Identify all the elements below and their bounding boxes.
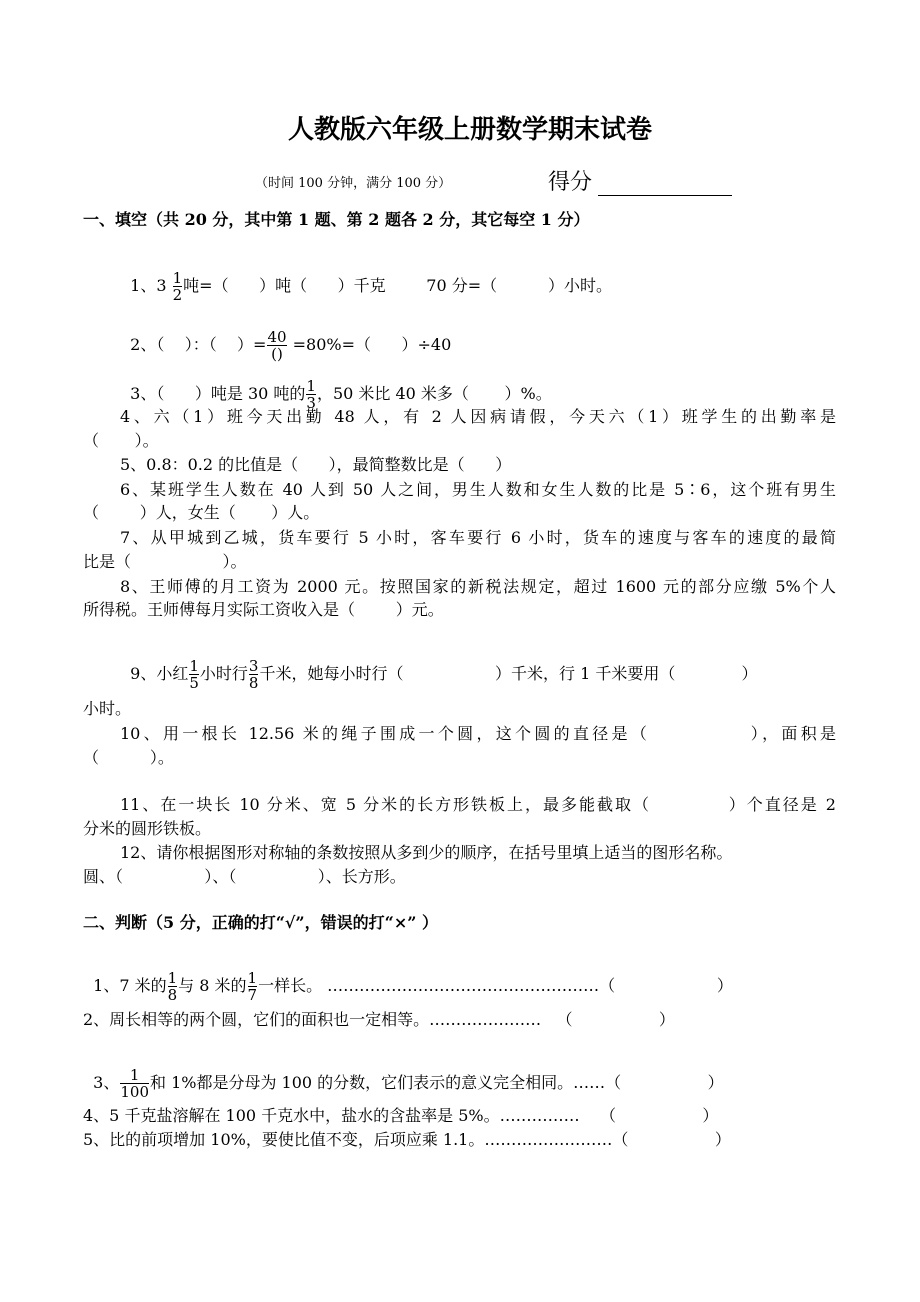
- denominator: 8: [167, 986, 178, 1004]
- numerator: 1: [172, 269, 183, 287]
- question-4: 4、六（1）班今天出勤 48 人，有 2 人因病请假，今天六（1）班学生的出勤率是: [120, 407, 836, 426]
- question-11: 11、在一块长 10 分米、宽 5 分米的长方形铁板上，最多能截取（ ）个直径是 2: [120, 795, 836, 814]
- j1-text-rest: 一样长。 ……………………………………………（ ）: [258, 976, 733, 995]
- denominator: 3: [306, 394, 316, 412]
- question-11-cont: 分米的圆形铁板。: [83, 819, 212, 838]
- question-9-cont: 小时。: [83, 699, 132, 718]
- numerator: 1: [129, 1066, 140, 1084]
- fraction: [248, 970, 258, 1003]
- q3-text: 3、（ ）吨是 30 吨的: [130, 384, 306, 403]
- judgment-1: [83, 950, 733, 1003]
- q1-text-rest: 吨=（ ）吨（ ）千克 70 分=（ ）小时。: [183, 276, 613, 295]
- q2-text-rest: =80%=（ ）÷40: [287, 335, 452, 354]
- question-10: 10、用一根长 12.56 米的绳子围成一个圆，这个圆的直径是（ ），面积是: [120, 724, 836, 743]
- judgment-5: 5、比的前项增加 10%，要使比值不变，后项应乘 1.1。……………………（ ）: [83, 1130, 731, 1149]
- question-5: 5、0.8：0.2 的比值是（ ），最简整数比是（ ）: [120, 455, 512, 474]
- q9-text-rest: 千米，她每小时行（ ）千米，行 1 千米要用（ ）: [259, 664, 758, 683]
- numerator: 1: [247, 969, 258, 987]
- score-blank[interactable]: [598, 195, 732, 196]
- question-6-cont: （ ）人，女生（ ）人。: [83, 503, 320, 522]
- fraction: [189, 658, 199, 691]
- denominator: 8: [248, 674, 259, 692]
- j1-text-mid: 与 8 米的: [178, 976, 247, 995]
- question-3: [120, 358, 552, 411]
- question-7: 7、从甲城到乙城，货车要行 5 小时，客车要行 6 小时，货车的速度与客车的速度的最简: [120, 528, 836, 547]
- denominator: 2: [172, 286, 183, 304]
- j1-text: 1、7 米的: [93, 976, 167, 995]
- numerator: 3: [248, 657, 259, 675]
- score-label: 得分: [548, 170, 593, 195]
- denominator: 5: [189, 674, 199, 692]
- q1-text: 1、3: [130, 276, 172, 295]
- numerator: 1: [306, 377, 316, 395]
- judgment-4: 4、5 千克盐溶解在 100 千克水中，盐水的含盐率是 5%。…………… （ ）: [83, 1106, 719, 1125]
- q9-text: 9、小红: [130, 664, 189, 683]
- fraction: [168, 970, 178, 1003]
- fraction: [249, 658, 259, 691]
- question-7-cont: 比是（ ）。: [83, 552, 247, 571]
- denominator: 7: [247, 986, 258, 1004]
- j3-text: 3、: [93, 1073, 120, 1092]
- q9-text-mid: 小时行: [199, 664, 248, 683]
- numerator: 40: [267, 328, 287, 346]
- section1-heading: 一、填空（共 20 分，其中第 1 题、第 2 题各 2 分，其它每空 1 分）: [83, 210, 590, 229]
- question-1: [120, 250, 612, 303]
- denominator: (): [271, 345, 283, 363]
- q2-text: 2、（ ）：（ ）=: [130, 335, 267, 354]
- judgment-3: [83, 1047, 724, 1100]
- judgment-2: 2、周长相等的两个圆，它们的面积也一定相等。………………… （ ）: [83, 1010, 675, 1029]
- question-8-cont: 所得税。王师傅每月实际工资收入是（ ）元。: [83, 600, 444, 619]
- j3-text-rest: 和 1%都是分母为 100 的分数，它们表示的意义完全相同。……（ ）: [150, 1073, 724, 1092]
- page-title: 人教版六年级上册数学期末试卷: [287, 115, 652, 145]
- q3-text-rest: ，50 米比 40 米多（ ）%。: [316, 384, 552, 403]
- numerator: 1: [189, 657, 199, 675]
- question-6: 6、某班学生人数在 40 人到 50 人之间，男生人数和女生人数的比是 5∶6，这个班有男生: [120, 480, 836, 499]
- section2-heading: 二、判断（5 分，正确的打“√”，错误的打“×” ）: [83, 913, 439, 932]
- question-12-cont: 圆、（ ）、（ ）、长方形。: [83, 867, 406, 886]
- question-4-cont: （ ）。: [83, 431, 159, 450]
- question-10-cont: （ ）。: [83, 748, 174, 767]
- question-12: 12、请你根据图形对称轴的条数按照从多到少的顺序，在括号里填上适当的图形名称。: [120, 843, 733, 862]
- question-2: [120, 309, 451, 362]
- fraction: [173, 270, 183, 303]
- exam-time-info: （时间 100 分钟，满分 100 分）: [255, 176, 452, 191]
- question-8: 8、王师傅的月工资为 2000 元。按照国家的新税法规定，超过 1600 元的部分应缴 5%个人: [120, 577, 836, 596]
- denominator: 100: [120, 1083, 149, 1101]
- fraction: [120, 1067, 149, 1100]
- question-9: [120, 638, 758, 691]
- numerator: 1: [167, 969, 178, 987]
